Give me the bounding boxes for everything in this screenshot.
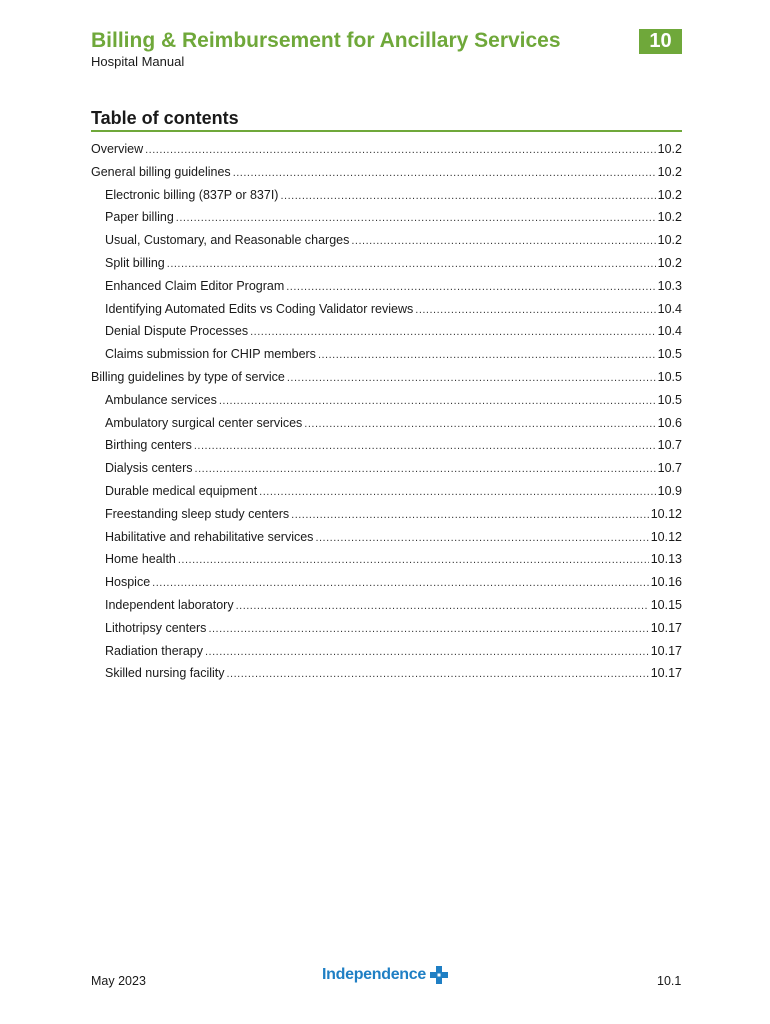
toc-entry-page: 10.6 bbox=[657, 415, 682, 430]
toc-entry-label: Radiation therapy bbox=[105, 643, 203, 658]
toc-dot-leader bbox=[415, 299, 655, 322]
toc-entry-page: 10.2 bbox=[657, 233, 682, 248]
toc-dot-leader bbox=[287, 367, 656, 390]
toc-entry[interactable] bbox=[91, 389, 682, 412]
toc-entry-label: Split billing bbox=[105, 255, 165, 270]
toc-entry[interactable] bbox=[91, 343, 682, 366]
toc-entry-page: 10.2 bbox=[657, 142, 682, 156]
toc-entry-label: Denial Dispute Processes bbox=[105, 324, 249, 339]
toc-dot-leader bbox=[176, 207, 656, 230]
toc-entry-label: Identifying Automated Edits vs Coding Validator reviews bbox=[105, 301, 414, 316]
toc-dot-leader bbox=[195, 458, 656, 481]
toc-entry[interactable] bbox=[91, 594, 682, 617]
toc-entry[interactable] bbox=[91, 298, 682, 321]
toc-dot-leader bbox=[315, 527, 648, 550]
toc-dot-leader bbox=[280, 185, 655, 208]
toc-entry[interactable] bbox=[91, 184, 682, 207]
toc-divider bbox=[91, 130, 682, 132]
document-title: Billing & Reimbursement for Ancillary Services bbox=[91, 29, 561, 52]
toc-entry-page: 10.5 bbox=[657, 392, 682, 407]
toc-entry-label: Usual, Customary, and Reasonable charges bbox=[105, 233, 350, 248]
toc-entry-page: 10.12 bbox=[650, 506, 682, 521]
cross-shield-icon bbox=[430, 966, 448, 984]
toc-dot-leader bbox=[194, 435, 656, 458]
toc-entry-label: Claims submission for CHIP members bbox=[105, 347, 316, 362]
toc-entry[interactable] bbox=[91, 548, 682, 571]
toc-dot-leader bbox=[167, 253, 656, 276]
chapter-number-badge: 10 bbox=[639, 29, 682, 54]
toc-dot-leader bbox=[318, 344, 656, 367]
toc-entry-page: 10.4 bbox=[657, 324, 682, 339]
toc-entry-page: 10.13 bbox=[650, 552, 682, 567]
toc-entry-label: Birthing centers bbox=[105, 438, 192, 453]
toc-entry-page: 10.12 bbox=[650, 529, 682, 544]
toc-entry-page: 10.15 bbox=[650, 597, 682, 612]
independence-logo bbox=[322, 966, 448, 984]
toc-entry-page: 10.17 bbox=[650, 643, 682, 658]
toc-entry-label: Habilitative and rehabilitative services bbox=[105, 529, 314, 544]
toc-entry-page: 10.2 bbox=[657, 210, 682, 225]
toc-entry[interactable] bbox=[91, 434, 682, 457]
toc-entry-label: Lithotripsy centers bbox=[105, 620, 207, 635]
toc-dot-leader bbox=[219, 390, 656, 413]
toc-entry[interactable] bbox=[91, 366, 682, 389]
toc-entry-page: 10.17 bbox=[650, 666, 682, 681]
footer-date: May 2023 bbox=[91, 974, 146, 988]
toc-entry[interactable] bbox=[91, 206, 682, 229]
toc-entry-label: Ambulance services bbox=[105, 392, 217, 407]
toc-dot-leader bbox=[178, 549, 649, 572]
toc-dot-leader bbox=[250, 321, 656, 344]
toc-entry-label: Billing guidelines by type of service bbox=[91, 369, 285, 384]
toc-dot-leader bbox=[145, 139, 656, 162]
toc-dot-leader bbox=[304, 413, 655, 436]
toc-entry-label: Enhanced Claim Editor Program bbox=[105, 278, 285, 293]
toc-entry-label: Dialysis centers bbox=[105, 461, 193, 476]
toc-entry-page: 10.7 bbox=[657, 461, 682, 476]
toc-entry-label: Overview bbox=[91, 142, 144, 156]
toc-entry[interactable] bbox=[91, 662, 682, 685]
toc-entry[interactable] bbox=[91, 457, 682, 480]
toc-entry-label: Home health bbox=[105, 552, 176, 567]
toc-entry-label: Durable medical equipment bbox=[105, 483, 258, 498]
toc-entry-label: General billing guidelines bbox=[91, 164, 231, 179]
toc-dot-leader bbox=[208, 618, 648, 641]
toc-entry-label: Independent laboratory bbox=[105, 597, 234, 612]
document-subtitle: Hospital Manual bbox=[91, 54, 185, 69]
toc-entry[interactable] bbox=[91, 229, 682, 252]
toc-entry-label: Ambulatory surgical center services bbox=[105, 415, 303, 430]
toc-entry[interactable] bbox=[91, 503, 682, 526]
toc-entry-page: 10.3 bbox=[657, 278, 682, 293]
toc-entry[interactable] bbox=[91, 480, 682, 503]
toc-entry[interactable] bbox=[91, 640, 682, 663]
toc-dot-leader bbox=[152, 572, 649, 595]
toc-entry-page: 10.9 bbox=[657, 483, 682, 498]
toc-entry-label: Hospice bbox=[105, 575, 151, 590]
toc-entry[interactable] bbox=[91, 617, 682, 640]
toc-entry-page: 10.2 bbox=[657, 187, 682, 202]
toc-entry-label: Freestanding sleep study centers bbox=[105, 506, 290, 521]
footer-page-number: 10.1 bbox=[657, 974, 682, 988]
toc-entry-page: 10.4 bbox=[657, 301, 682, 316]
toc-dot-leader bbox=[236, 595, 649, 618]
toc-entry[interactable] bbox=[91, 320, 682, 343]
logo-wordmark: Independence bbox=[322, 966, 426, 983]
toc-dot-leader bbox=[233, 162, 656, 185]
toc-dot-leader bbox=[259, 481, 655, 504]
toc-dot-leader bbox=[291, 504, 649, 527]
toc-entry-page: 10.5 bbox=[657, 369, 682, 384]
toc-entry[interactable] bbox=[91, 252, 682, 275]
toc-entry-page: 10.17 bbox=[650, 620, 682, 635]
toc-entry-page: 10.16 bbox=[650, 575, 682, 590]
toc-dot-leader bbox=[286, 276, 655, 299]
toc-entry-label: Electronic billing (837P or 837I) bbox=[105, 187, 279, 202]
toc-dot-leader bbox=[227, 663, 649, 686]
toc-entry-page: 10.5 bbox=[657, 347, 682, 362]
toc-entry[interactable] bbox=[91, 571, 682, 594]
toc-entry[interactable] bbox=[91, 526, 682, 549]
toc-entry-label: Paper billing bbox=[105, 210, 174, 225]
table-of-contents bbox=[91, 138, 682, 685]
toc-entry-label: Skilled nursing facility bbox=[105, 666, 225, 681]
toc-entry[interactable] bbox=[91, 412, 682, 435]
toc-entry-page: 10.2 bbox=[657, 255, 682, 270]
toc-entry[interactable] bbox=[91, 161, 682, 184]
toc-heading: Table of contents bbox=[91, 108, 239, 128]
toc-entry[interactable] bbox=[91, 138, 682, 161]
toc-entry[interactable] bbox=[91, 275, 682, 298]
toc-dot-leader bbox=[205, 641, 649, 664]
toc-entry-page: 10.7 bbox=[657, 438, 682, 453]
toc-dot-leader bbox=[351, 230, 655, 253]
toc-entry-page: 10.2 bbox=[657, 164, 682, 179]
